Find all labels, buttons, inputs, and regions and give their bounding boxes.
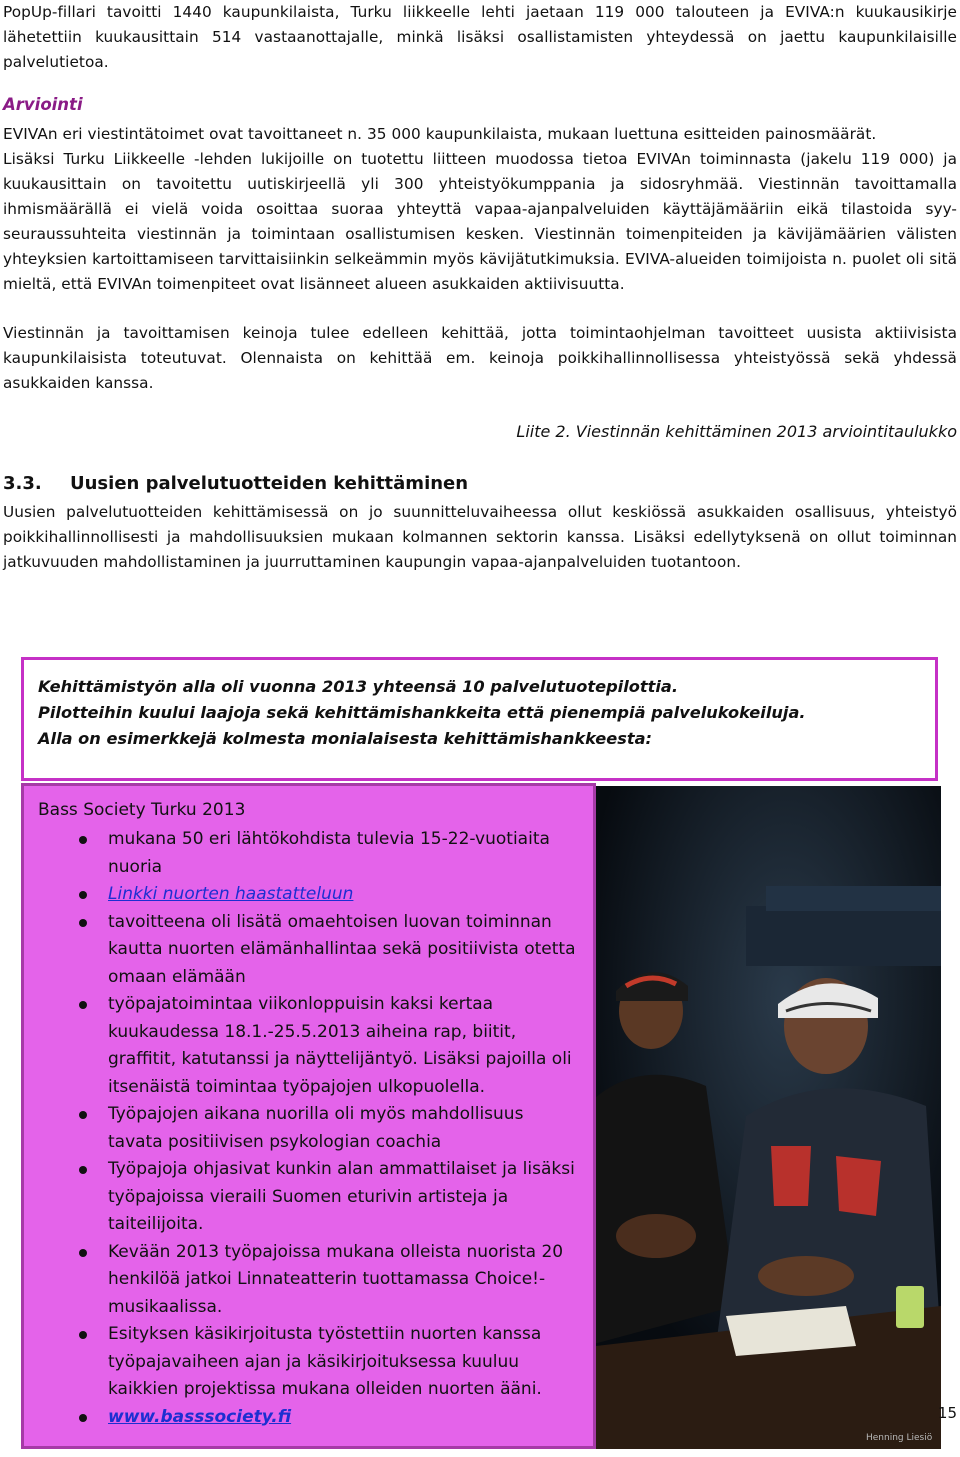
paragraph-popup-fillari: PopUp-fillari tavoitti 1440 kaupunkilaista, Turku liikkeelle lehti jaetaan 119 000 talouteen ja EVIVA:n kuukausikirje lähetettiin kuukausittain 514 vastaanottajalle, minkä lisäksi osallistamisten yhteydessä on jaettu kaupunkilaisille palvelutietoa. [3,3,957,72]
intro-line-1: Kehittämistyön alla oli vuonna 2013 yhteensä 10 palvelutuotepilottia. [38,677,678,696]
interview-link[interactable]: Linkki nuorten haastatteluun [108,884,354,904]
list-item-text: Työpajoja ohjasivat kunkin alan ammattilaiset ja lisäksi työpajoissa vieraili Suomen eturivin artisteja ja taiteilijoita. [108,1159,575,1234]
intro-line-3: Alla on esimerkkejä kolmesta monialaisesta kehittämishankkeesta: [38,729,653,748]
basssociety-website-link[interactable]: www.basssociety.fi [108,1406,292,1427]
paragraph-evivan-viestinta: EVIVAn eri viestintätoimet ovat tavoittaneet n. 35 000 kaupunkilaista, mukaan luettuna esitteiden painosmäärät. [3,125,877,143]
list-item [24,881,584,909]
list-item [24,1239,584,1322]
paragraph-viestinnan-keinot: Viestinnän ja tavoittamisen keinoja tulee edelleen kehittää, jotta toimintaohjelman tavoitteet uusista aktiivisista kaupunkilaisista toteutuvat. Olennaista on kehittää em. keinoja poikkihallinnollisessa yhteistyössä sekä yhdessä asukkaiden kanssa. [3,324,957,393]
section-heading [3,473,468,494]
list-item [24,1404,584,1432]
list-item [24,826,584,881]
intro-line-2: Pilotteihin kuului laajoja sekä kehittämishankkeita että pienempiä palvelukokeiluja. [38,703,806,722]
bass-society-box [21,783,596,1449]
list-item [24,1156,584,1239]
list-item-text: Kevään 2013 työpajoissa mukana olleista nuorista 20 henkilöä jatkoi Linnateatterin tuottamassa Choice!-musikaalissa. [108,1241,564,1317]
list-item-text: Esityksen käsikirjoitusta työstettiin nuorten kanssa työpajavaiheen ajan ja käsikirjoituksessa kuuluu kaikkien projektissa mukana olleiden nuorten ääni. [108,1324,542,1399]
paragraph-uusien-palvelutuotteiden: Uusien palvelutuotteiden kehittämisessä on jo suunnitteluvaiheessa ollut keskiössä asukkaiden osallisuus, yhteistyö poikkihallinnollisesti ja mahdollisuuksien mukaan kolmannen sektorin kanssa. Lisäksi edellytyksenä on ollut toiminnan jatkuvuuden mahdollistaminen ja juurruttaminen kaupungin vapaa-ajanpalveluiden tuotantoon. [3,503,957,572]
attachment-reference: Liite 2. Viestinnän kehittäminen 2013 arviointitaulukko [516,422,957,441]
list-item-text: tavoitteena oli lisätä omaehtoisen luovan toiminnan kautta nuorten elämänhallintaa sekä positiivista otetta omaan elämään [108,911,576,987]
list-item-text: Työpajojen aikana nuorilla oli myös mahdollisuus tavata positiivisen psykologian coachia [108,1104,524,1152]
list-item-text: mukana 50 eri lähtökohdista tulevia 15-22-vuotiaita nuoria [108,829,550,877]
paragraph-lisaksi-turku: Lisäksi Turku Liikkeelle -lehden lukijoille on tuotettu liitteen muodossa tietoa EVIVAn toiminnasta (jakelu 119 000) ja kuukausittain on tavoitettu uutiskirjeellä yli 300 yhteistyökumppania ja sidosryhmää. Viestinnän tavoittamalla ihmismäärällä ei vielä voida osoittaa suoraa yhteyttä vapaa-ajanpalveluiden käyttäjämääriin eikä tilastoida syy-seuraussuhteita viestinnän ja toimintaan osallistumisen kesken. Viestinnän toimenpiteiden ja kävijämäärien välisten yhteyksien kartoittamiseen tarvittaisiinkin selkeämmin myös kävijätutkimuksia. EVIVA-alueiden toimijoista n. puolet oli sitä mieltä, että EVIVAn toimenpiteet ovat lisänneet alueen asukkaiden aktiivisuutta. [3,150,957,294]
list-item [24,1321,584,1404]
list-item [24,1101,584,1156]
section-title: Uusien palvelutuotteiden kehittäminen [70,473,469,494]
list-item [24,909,584,992]
list-item [24,991,584,1101]
list-item-text: työpajatoimintaa viikonloppuisin kaksi kertaa kuukaudessa 18.1.-25.5.2013 aiheina rap, biitit, graffitit, katutanssi ja näyttelijäntyö. Lisäksi pajoilla oli itsenäistä toimintaa työpajojen ulkopuolella. [108,994,572,1097]
heading-arviointi: Arviointi [3,95,83,114]
section-number: 3.3. [3,473,42,494]
intro-callout-box [21,657,938,781]
page-number: 15 [937,1404,957,1422]
bass-society-list [24,826,584,1431]
workshop-photo [596,786,941,1449]
photo-credit: Henning Liesiö [866,1433,933,1443]
bass-society-title: Bass Society Turku 2013 [38,800,246,820]
